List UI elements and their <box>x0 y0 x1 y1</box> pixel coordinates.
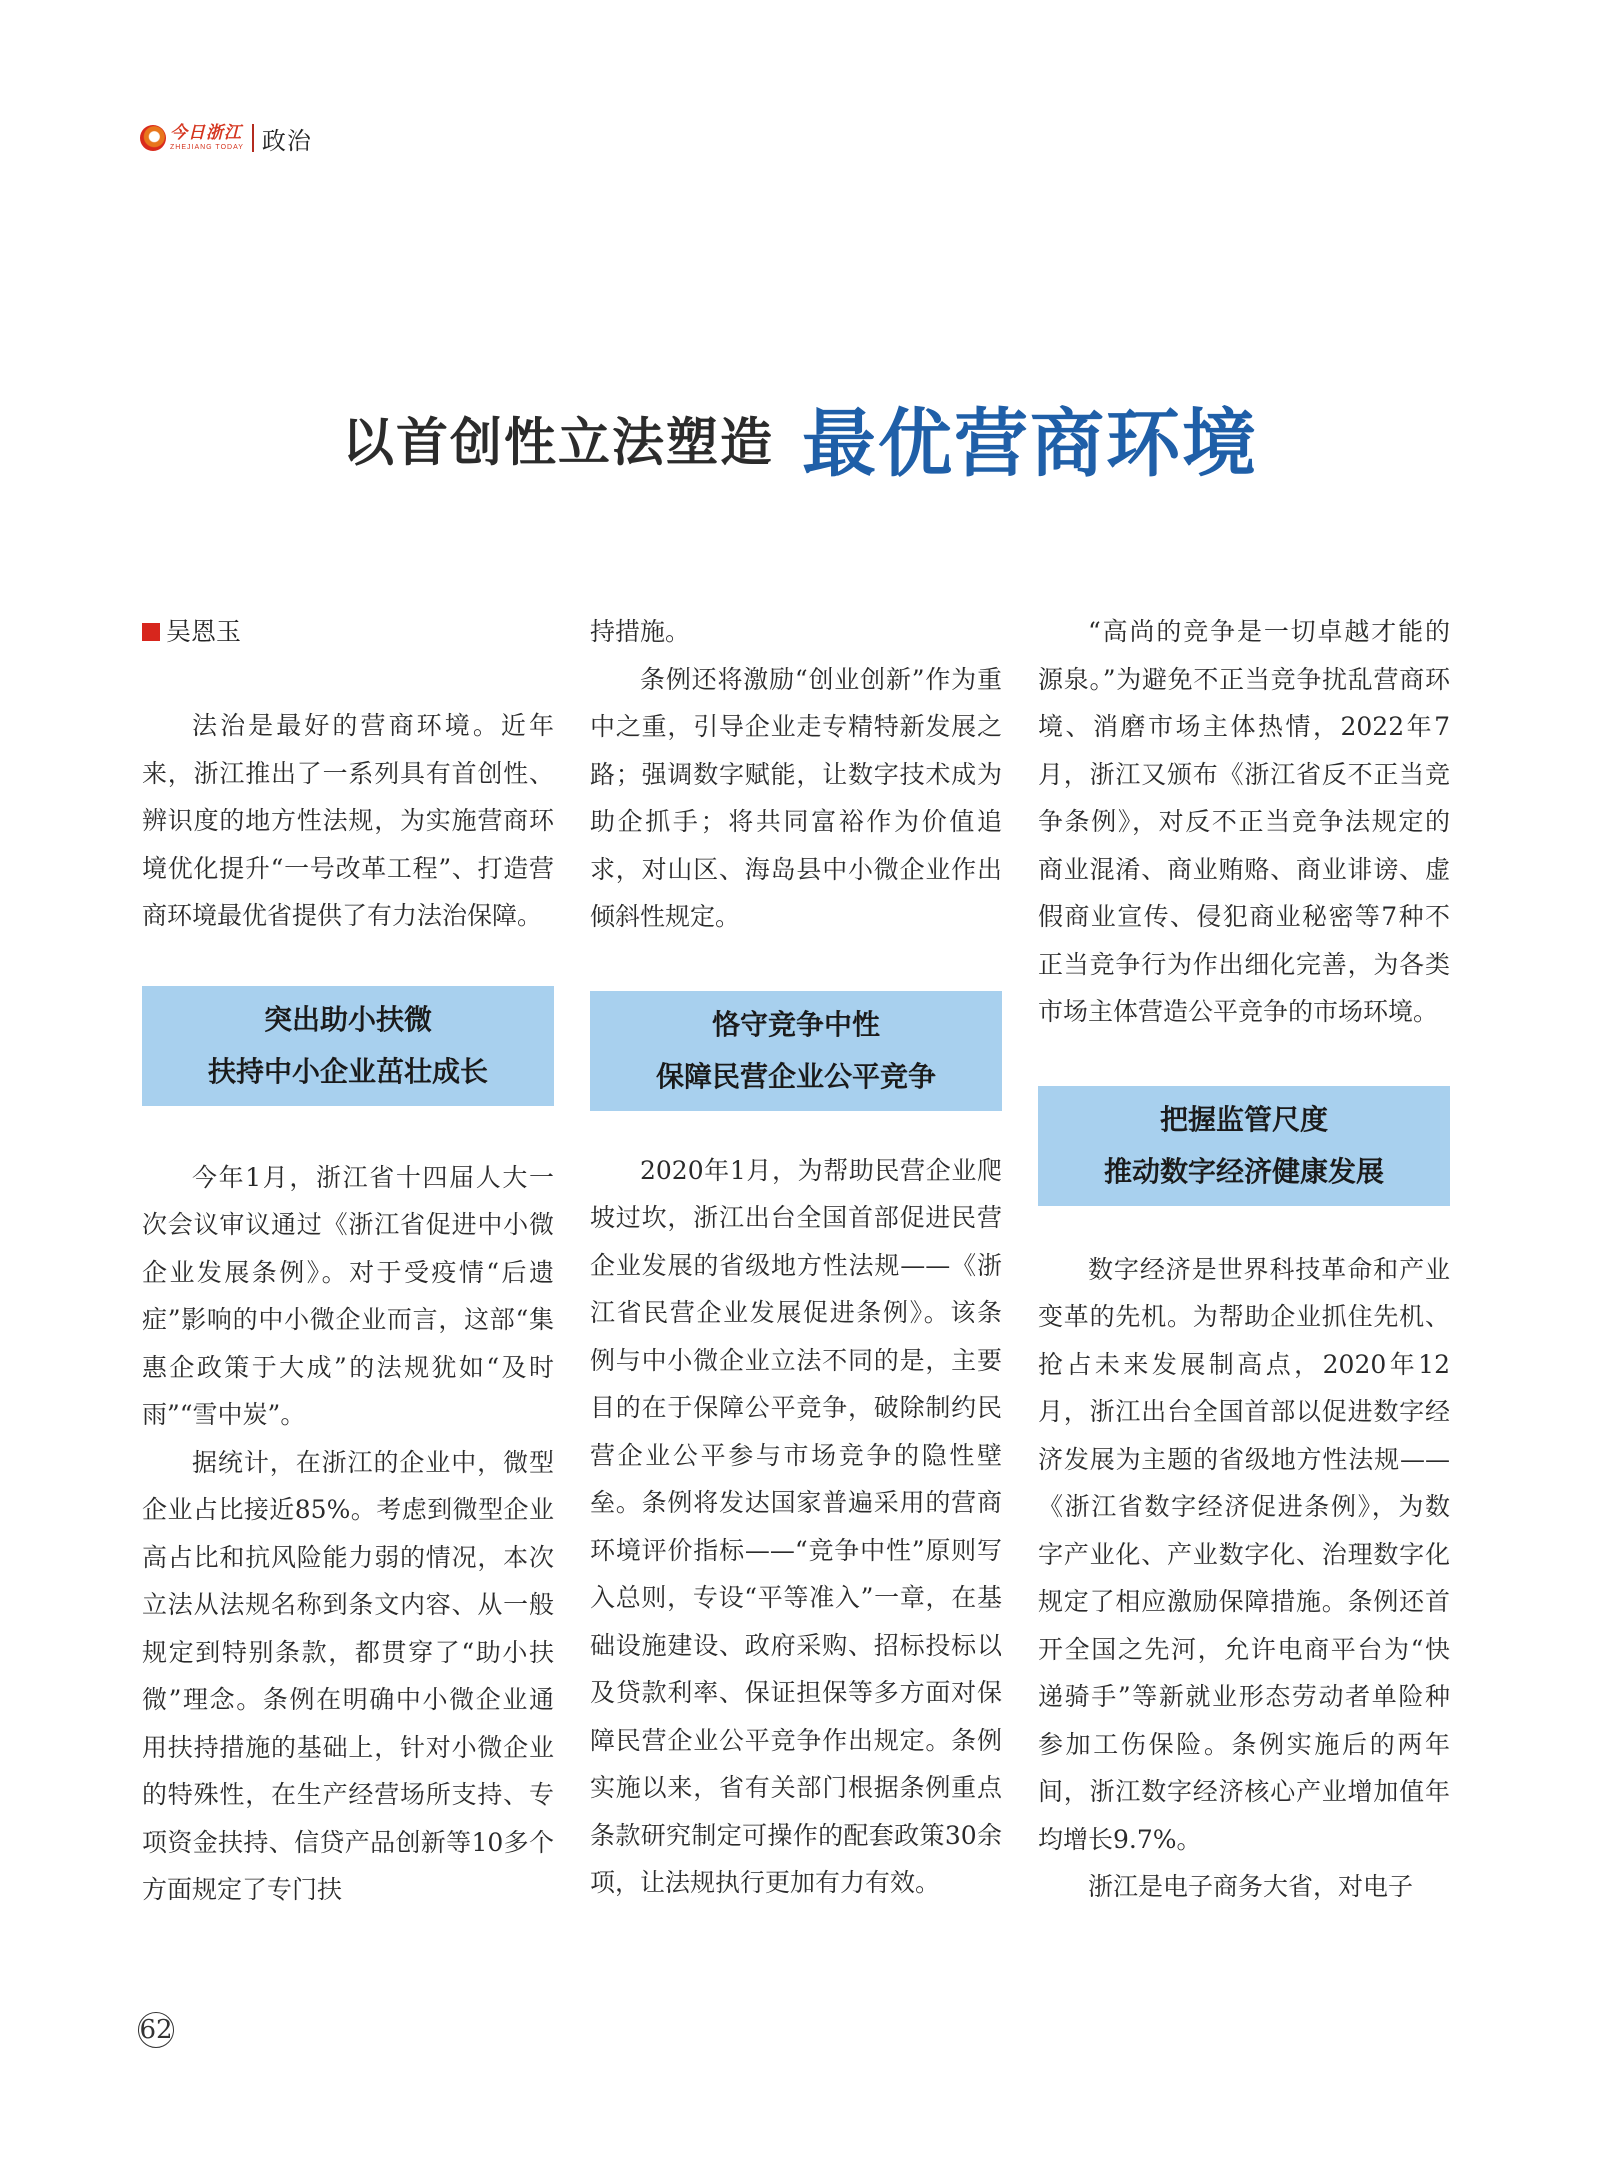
page-number: 62 <box>138 2012 174 2048</box>
subheading-line-2: 推动数字经济健康发展 <box>1103 1154 1384 1188</box>
logo-chinese-text: 今日浙江 <box>170 123 242 143</box>
author-name: 吴恩玉 <box>166 617 242 646</box>
section-label: 政治 <box>261 126 312 155</box>
paragraph: 浙江是电子商务大省，对电子 <box>1088 1872 1414 1901</box>
author-marker-icon <box>142 623 160 641</box>
subheading-box <box>1038 1086 1450 1206</box>
page-header <box>140 118 312 158</box>
paragraph: 数字经济是世界科技革命和产业变革的先机。为帮助企业抓住先机、抢占未来发展制高点，2020年12月，浙江出台全国首部以促进数字经济发展为主题的省级地方性法规——《浙江省数字经济促进条例》，为数字产业化、产业数字化、治理数字化规定了相应激励保障措施。条例还首开全国之先河，允许电商平台为“快递骑手”等新就业形态劳动者单险种参加工伤保险。条例实施后的两年间，浙江数字经济核心产业增加值年均增长9.7%。 <box>1038 1254 1450 1854</box>
subheading-line-1: 恪守竞争中性 <box>711 1007 880 1041</box>
paragraph: 据统计，在浙江的企业中，微型企业占比接近85%。考虑到微型企业高占比和抗风险能力弱的情况，本次立法从法规名称到条文内容、从一般规定到特别条款，都贯穿了“助小扶微”理念。条例在明确中小微企业通用扶持措施的基础上，针对小微企业的特殊性，在生产经营场所支持、专项资金扶持、信贷产品创新等10多个方面规定了专门扶 <box>142 1447 554 1904</box>
article-title <box>0 385 1600 491</box>
logo-english-text: ZHEJIANG TODAY <box>170 144 244 151</box>
paragraph: 2020年1月，为帮助民营企业爬坡过坎，浙江出台全国首部促进民营企业发展的省级地方性法规——《浙江省民营企业发展促进条例》。该条例与中小微企业立法不同的是，主要目的在于保障公平竞争，破除制约民营企业公平参与市场竞争的隐性壁垒。条例将发达国家普遍采用的营商环境评价指标——“竞争中性”原则写入总则，专设“平等准入”一章，在基础设施建设、政府采购、招标投标以及贷款利率、保证担保等多方面对保障民营企业公平竞争作出规定。条例实施以来，省有关部门根据条例重点条款研究制定可操作的配套政策30余项，让法规执行更加有力有效。 <box>590 1155 1002 1897</box>
magazine-logo <box>140 125 244 151</box>
header-divider <box>252 124 254 152</box>
subheading-line-2: 扶持中小企业茁壮成长 <box>207 1054 488 1088</box>
logo-emblem-icon <box>140 125 166 151</box>
title-part-2: 最优营商环境 <box>802 401 1258 487</box>
paragraph: “高尚的竞争是一切卓越才能的源泉。”为避免不正当竞争扰乱营商环境、消磨市场主体热情，2022年7月，浙江又颁布《浙江省反不正当竞争条例》，对反不正当竞争法规定的商业混淆、商业贿赂、商业诽谤、虚假商业宣传、侵犯商业秘密等7种不正当竞争行为作出细化完善，为各类市场主体营造公平竞争的市场环境。 <box>1038 617 1450 1026</box>
paragraph: 法治是最好的营商环境。近年来，浙江推出了一系列具有首创性、辨识度的地方性法规，为实施营商环境优化提升“一号改革工程”、打造营商环境最优省提供了有力法治保障。 <box>142 711 554 930</box>
paragraph: 今年1月，浙江省十四届人大一次会议审议通过《浙江省促进中小微企业发展条例》。对于受疫情“后遗症”影响的中小微企业而言，这部“集惠企政策于大成”的法规犹如“及时雨”“雪中炭”。 <box>142 1162 554 1429</box>
column-1 <box>142 608 554 1914</box>
author-line <box>142 608 554 656</box>
paragraph-continued: 持措施。 <box>590 617 691 646</box>
column-2 <box>590 608 1002 1907</box>
subheading-box <box>142 986 554 1106</box>
title-part-1: 以首创性立法塑造 <box>341 412 774 474</box>
subheading-line-1: 突出助小扶微 <box>263 1002 432 1036</box>
subheading-line-2: 保障民营企业公平竞争 <box>655 1059 936 1093</box>
subheading-box <box>590 991 1002 1111</box>
subheading-line-1: 把握监管尺度 <box>1159 1102 1328 1136</box>
paragraph: 条例还将激励“创业创新”作为重中之重，引导企业走专精特新发展之路；强调数字赋能，让数字技术成为助企抓手；将共同富裕作为价值追求，对山区、海岛县中小微企业作出倾斜性规定。 <box>590 664 1002 931</box>
column-3 <box>1038 608 1450 1911</box>
